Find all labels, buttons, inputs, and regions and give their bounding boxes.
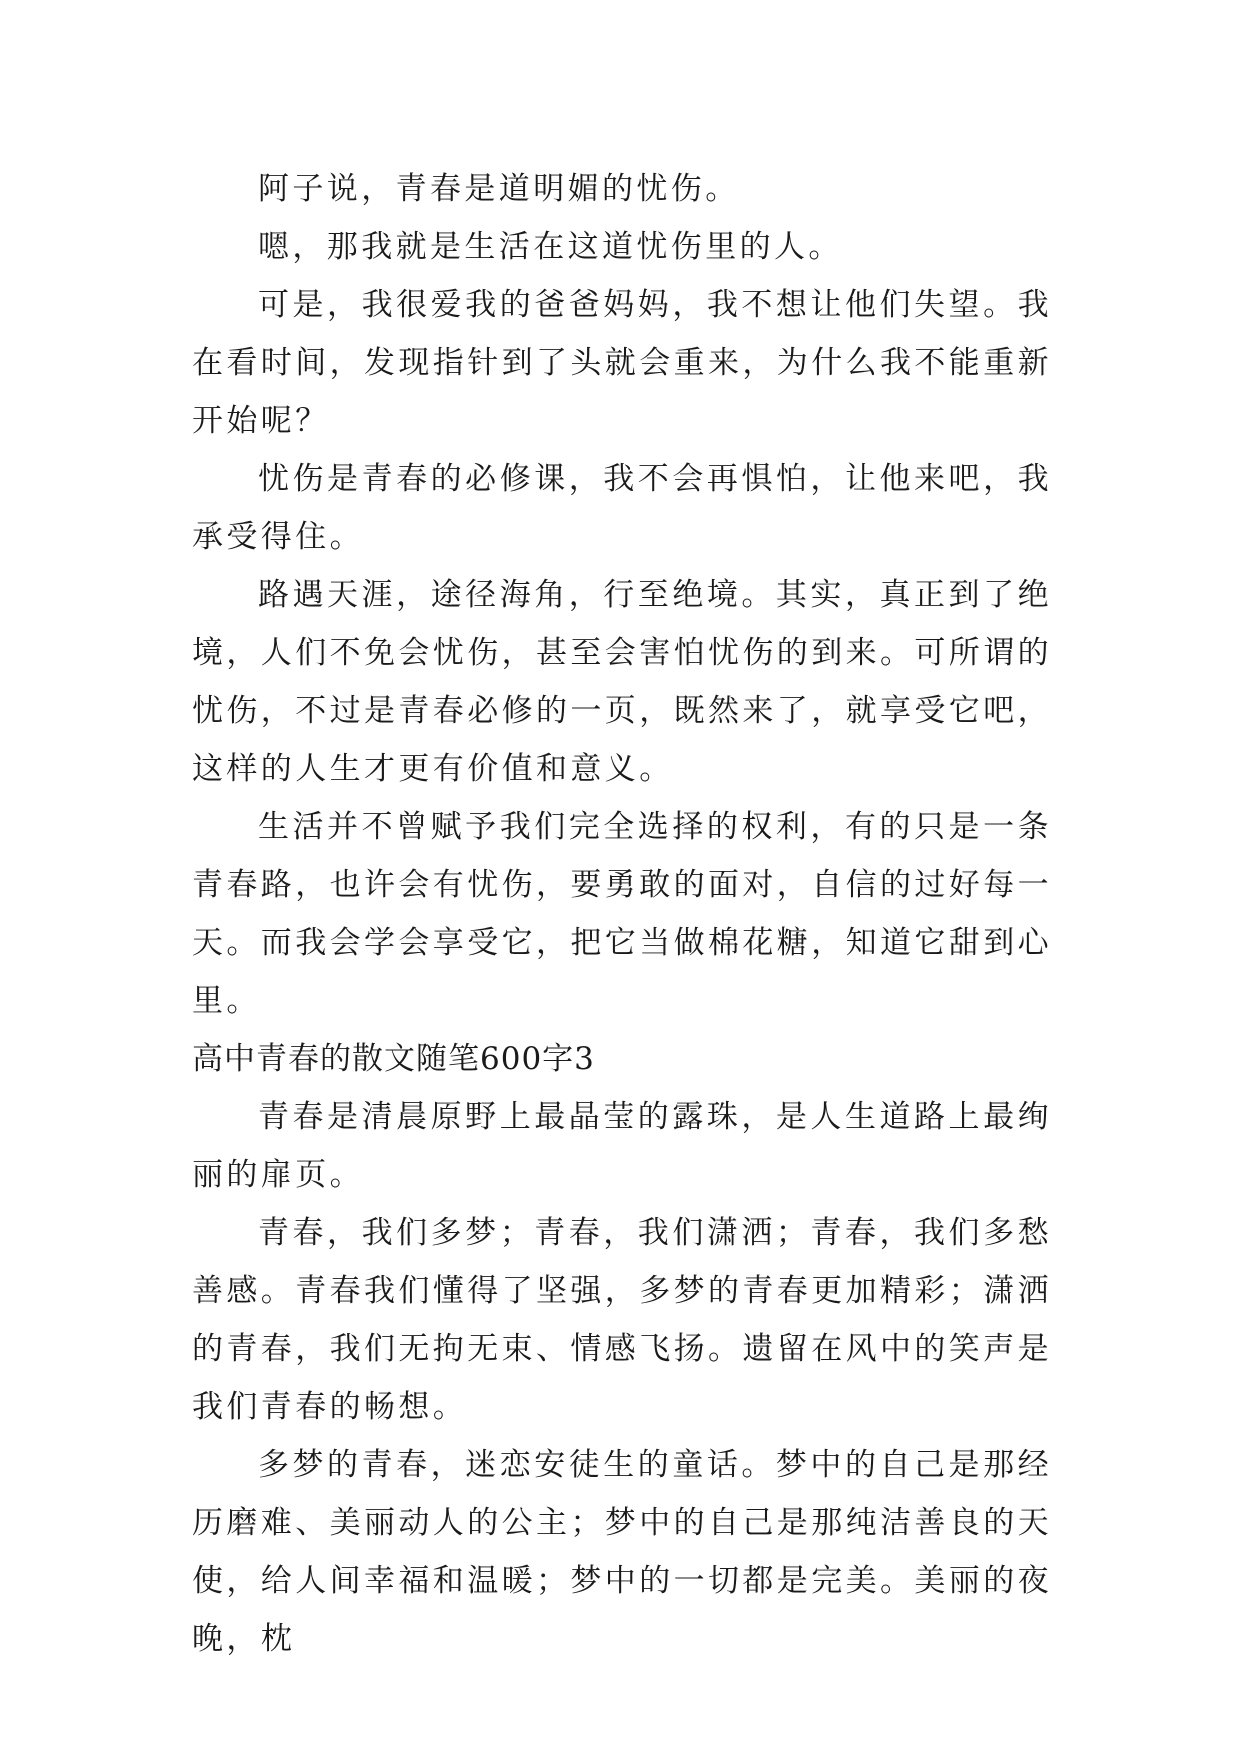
paragraph: 可是，我很爱我的爸爸妈妈，我不想让他们失望。我在看时间，发现指针到了头就会重来，为什么我不能重新开始呢？ xyxy=(192,287,1052,439)
document-page xyxy=(192,160,1052,1668)
paragraph: 阿子说，青春是道明媚的忧伤。 xyxy=(258,171,740,207)
section-heading: 高中青春的散文随笔600字3 xyxy=(192,1041,595,1077)
paragraph: 嗯，那我就是生活在这道忧伤里的人。 xyxy=(258,229,843,265)
paragraph: 路遇天涯，途径海角，行至绝境。其实，真正到了绝境，人们不免会忧伤，甚至会害怕忧伤的到来。可所谓的忧伤，不过是青春必修的一页，既然来了，就享受它吧，这样的人生才更有价值和意义。 xyxy=(192,577,1052,787)
paragraph: 忧伤是青春的必修课，我不会再惧怕，让他来吧，我承受得住。 xyxy=(192,461,1052,555)
paragraph: 青春是清晨原野上最晶莹的露珠，是人生道路上最绚丽的扉页。 xyxy=(192,1099,1052,1193)
paragraph: 青春，我们多梦；青春，我们潇洒；青春，我们多愁善感。青春我们懂得了坚强，多梦的青春更加精彩；潇洒的青春，我们无拘无束、情感飞扬。遗留在风中的笑声是我们青春的畅想。 xyxy=(192,1215,1052,1425)
paragraph: 生活并不曾赋予我们完全选择的权利，有的只是一条青春路，也许会有忧伤，要勇敢的面对，自信的过好每一天。而我会学会享受它，把它当做棉花糖，知道它甜到心里。 xyxy=(192,809,1052,1019)
paragraph: 多梦的青春，迷恋安徒生的童话。梦中的自己是那经历磨难、美丽动人的公主；梦中的自己是那纯洁善良的天使，给人间幸福和温暖；梦中的一切都是完美。美丽的夜晚，枕 xyxy=(192,1447,1052,1657)
